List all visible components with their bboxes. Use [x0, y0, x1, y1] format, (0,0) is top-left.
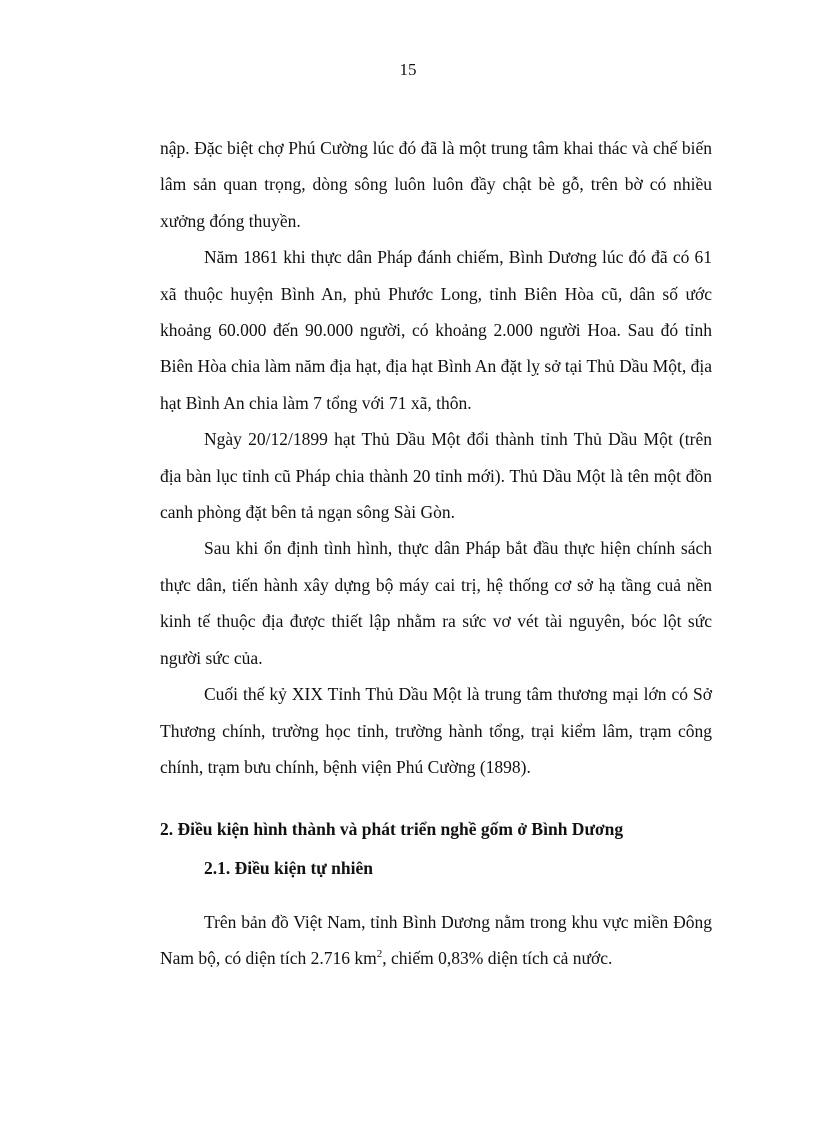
page-number: 15: [399, 60, 417, 79]
page-content: [160, 130, 712, 976]
natural-conditions-text-end: , chiếm 0,83% diện tích cả nước.: [382, 948, 613, 969]
area-unit-superscript: 2: [376, 948, 383, 961]
paragraph-natural-conditions: [160, 904, 712, 977]
paragraph-1861: Năm 1861 khi thực dân Pháp đánh chiếm, Bình Dương lúc đó đã có 61 xã thuộc huyện Bình An, phủ Phước Long, tỉnh Biên Hòa cũ, dân số ước khoảng 60.000 đến 90.000 người, có khoảng 2.000 người Hoa. Sau đó tỉnh Biên Hòa chia làm năm địa hạt, địa hạt Bình An đặt lỵ sở tại Thủ Dầu Một, địa hạt Bình An chia làm 7 tổng với 71 xã, thôn.: [160, 247, 712, 413]
paragraph-late-19th-century: Cuối thế kỷ XIX Tỉnh Thủ Dầu Một là trung tâm thương mại lớn có Sở Thương chính, trường học tỉnh, trường hành tổng, trại kiểm lâm, trạm công chính, trạm bưu chính, bệnh viện Phú Cường (1898).: [160, 684, 712, 777]
section-heading: 2. Điều kiện hình thành và phát triển nghề gốm ở Bình Dương: [160, 819, 624, 840]
paragraph-continuation: nập. Đặc biệt chợ Phú Cường lúc đó đã là một trung tâm khai thác và chế biến lâm sản quan trọng, dòng sông luôn luôn đầy chật bè gỗ, trên bờ có nhiều xưởng đóng thuyền.: [160, 138, 712, 231]
paragraph-colonial-policy: Sau khi ổn định tình hình, thực dân Pháp bắt đầu thực hiện chính sách thực dân, tiến hành xây dựng bộ máy cai trị, hệ thống cơ sở hạ tầng cuả nền kinh tế thuộc địa được thiết lập nhằm ra sức vơ vét tài nguyên, bóc lột sức người sức của.: [160, 538, 712, 668]
subsection-heading: 2.1. Điều kiện tự nhiên: [204, 857, 374, 878]
natural-conditions-text: Trên bản đồ Việt Nam, tỉnh Bình Dương nằm trong khu vực miền Đông Nam bộ, có diện tích 2.716 km: [160, 911, 712, 969]
paragraph-1899: Ngày 20/12/1899 hạt Thủ Dầu Một đổi thành tỉnh Thủ Dầu Một (trên địa bàn lục tỉnh cũ Pháp chia thành 20 tỉnh mới). Thủ Dầu Một là tên một đồn canh phòng đặt bên tả ngạn sông Sài Gòn.: [160, 429, 712, 523]
